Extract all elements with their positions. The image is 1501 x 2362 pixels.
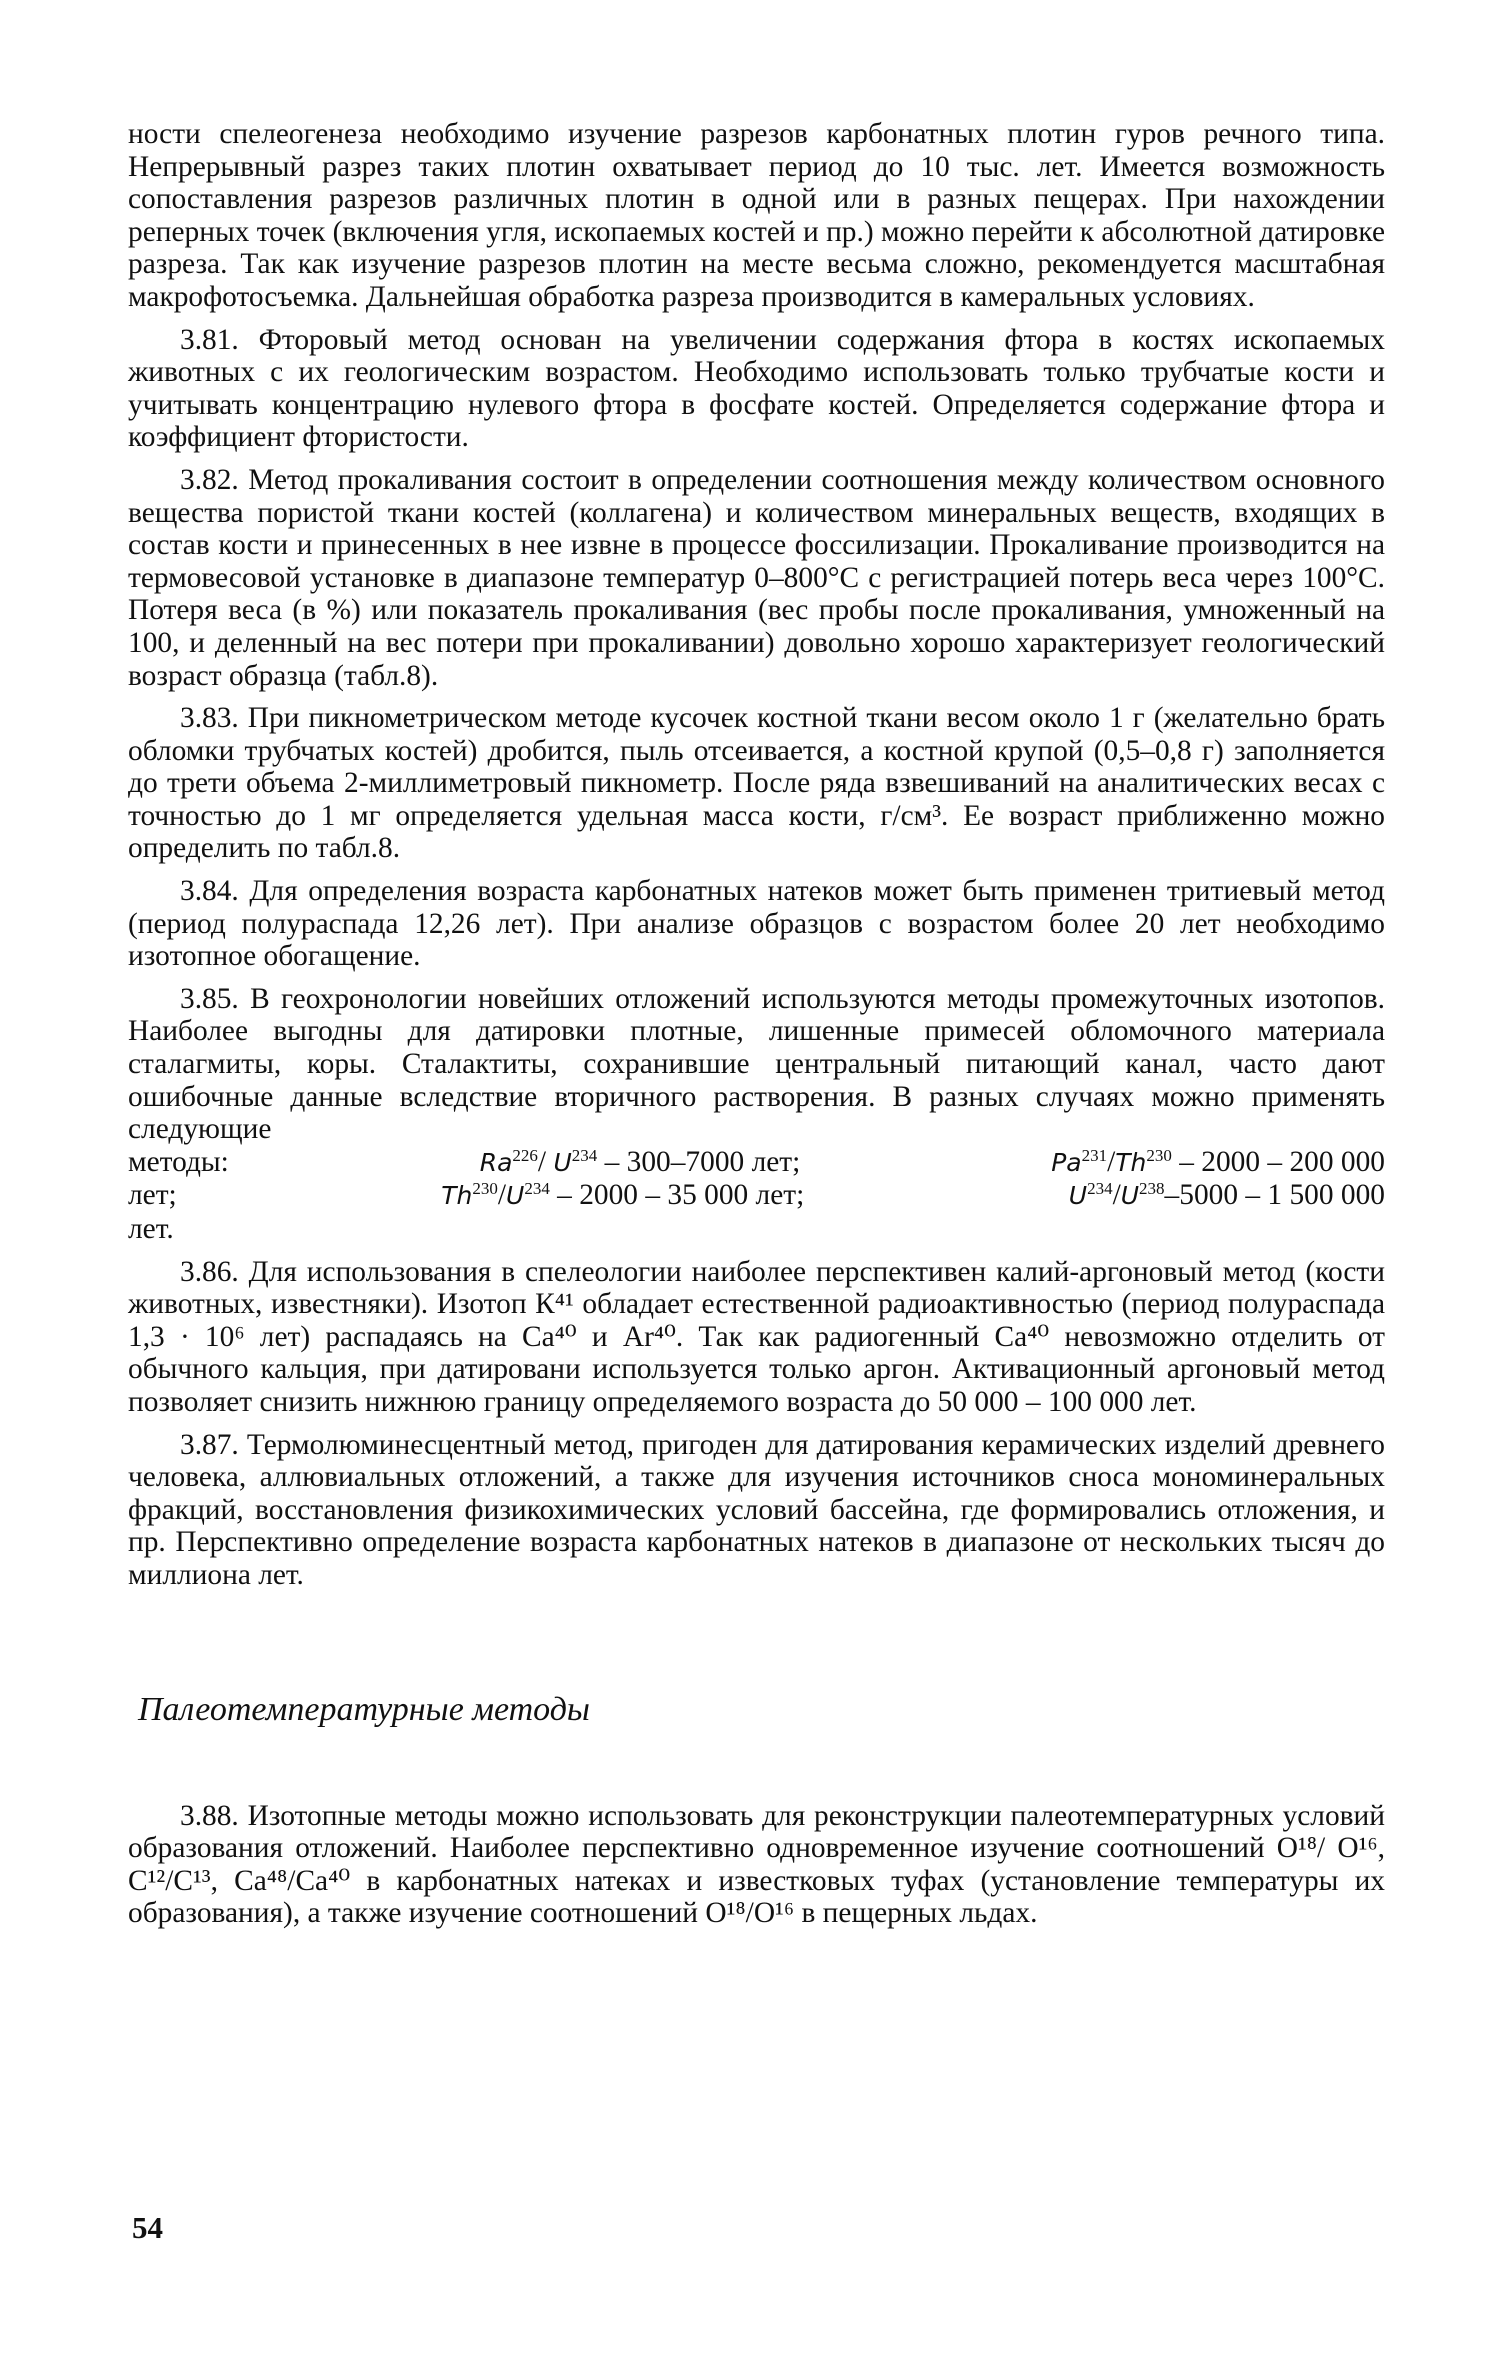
paragraph-3-82: 3.82. Метод прокаливания состоит в определении соотношения между количеством основного вещества пористой ткани костей (коллагена) и количеством минеральных веществ, входящих в состав кости и принесенных в нее извне в процессе фоссилизации. Прокаливание производится на термовесовой установке в диапазоне температур 0–800°С с регистрацией потерь веса через 100°С. Потеря веса (в %) или показатель прокаливания (вес пробы после прокаливания, умноженный на 100, и деленный на вес потери при прокаливании) довольно хорошо характеризует геологический возраст образца (табл.8). <box>128 463 1385 692</box>
methods-end: лет. <box>128 1213 174 1245</box>
intro-paragraph: ности спелеогенеза необходимо изучение разрезов карбонатных плотин гуров речного типа. Непрерывный разрез таких плотин охватывает период до 10 тыс. лет. Имеется возможность сопоставления разрезов различных плотин в одной или в разных пещерах. При нахождении реперных точек (включения угля, ископаемых костей и пр.) можно перейти к абсолютной датировке разреза. Так как изучение разрезов плотин на месте весьма сложно, рекомендуется масштабная макрофотосъемка. Дальнейшая обработка разреза производится в камеральных условиях. <box>128 118 1386 313</box>
paragraph-3-87: 3.87. Термолюминесцентный метод, пригоден для датирования керамических изделий древнего человека, аллювиальных отложений, а также для изучения источников сноса мономинеральных фракций, восстановления физикохимических условий бассейна, где формировались отложения, и пр. Перспективно определение возраста карбонатных натеков в диапазоне от нескольких тысяч до миллиона лет. <box>128 1428 1385 1591</box>
years-label: лет; <box>128 1179 177 1212</box>
dating-methods-line-2 <box>128 1179 1385 1213</box>
page-number: 54 <box>132 2210 163 2245</box>
paragraph-3-85-text: 3.85. В геохронологии новейших отложений используются методы промежуточных изотопов. Наиболее выгодны для датировки плотные, лишенные примесей обломочного материала сталагмиты, коры. Сталактиты, сохранившие центральный питающий канал, часто дают ошибочные данные вследствие вторичного растворения. В разных случаях можно применять следующие <box>128 982 1385 1146</box>
paragraph-3-88: 3.88. Изотопные методы можно использовать для реконструкции палеотемпературных условий образования отложений. Наиболее перспективно одновременное изучение соотношений О¹⁸/ О¹⁶, С¹²/С¹³, Са⁴⁸/Са⁴⁰ в карбонатных натеках и известковых туфах (установление температуры их образования), а также изучение соотношений О¹⁸/О¹⁶ в пещерных льдах. <box>128 1799 1385 1930</box>
paragraph-3-85 <box>128 983 1385 1246</box>
paragraph-3-84: 3.84. Для определения возраста карбонатных натеков может быть применен тритиевый метод (период полураспада 12,26 лет). При анализе образцов с возрастом более 20 лет необходимо изотопное обогащение. <box>128 875 1385 973</box>
method-u-u: $U^{234}/U^{238}-5000 - 1$ 500 000 <box>1068 1179 1385 1212</box>
paragraph-3-86: 3.86. Для использования в спелеологии наиболее перспективен калий-аргоновый метод (кости животных, известняки). Изотоп К⁴¹ обладает естественной радиоактивностью (период полураспада 1,3 · 10⁶ лет) распадаясь на Са⁴⁰ и Ar⁴⁰. Так как радиогенный Са⁴⁰ невозможно отделить от обычного кальция, при датировани используется только аргон. Активационный аргоновый метод позволяет снизить нижнюю границу определяемого возраста до 50 000 – 100 000 лет. <box>128 1255 1385 1418</box>
method-pa-th: Pa$^{231}$/Th$^{230}$ – 2000 – 200 000 <box>1051 1145 1385 1178</box>
paragraph-3-83: 3.83. При пикнометрическом методе кусочек костной ткани весом около 1 г (желательно брать обломки трубчатых костей) дробится, пыль отсеивается, а костной крупой (0,5–0,8 г) заполняется до трети объема 2-миллиметровый пикнометр. После ряда взвешиваний на аналитических весах с точностью до 1 мг определяется удельная масса кости, г/см³. Ее возраст приближенно можно определить по табл.8. <box>128 702 1385 865</box>
section-heading: Палеотемпературные методы <box>138 1690 590 1728</box>
paragraph-3-81: 3.81. Фторовый метод основан на увеличении содержания фтора в костях ископаемых животных с их геологическим возрастом. Необходимо использовать только трубчатые кости и учитывать концентрацию нулевого фтора в фосфате костей. Определяется содержание фтора и коэффициент фтористости. <box>128 323 1385 454</box>
method-th-u: $Th^{230}/U^{234} - 2000 - 35$ 000 лет; <box>441 1179 805 1212</box>
methods-label: методы: <box>128 1145 229 1178</box>
method-ra-u: Ra$^{226}$/ $U^{234} - 300-7000$ лет; <box>479 1145 801 1178</box>
dating-methods-line-1 <box>128 1146 1385 1180</box>
